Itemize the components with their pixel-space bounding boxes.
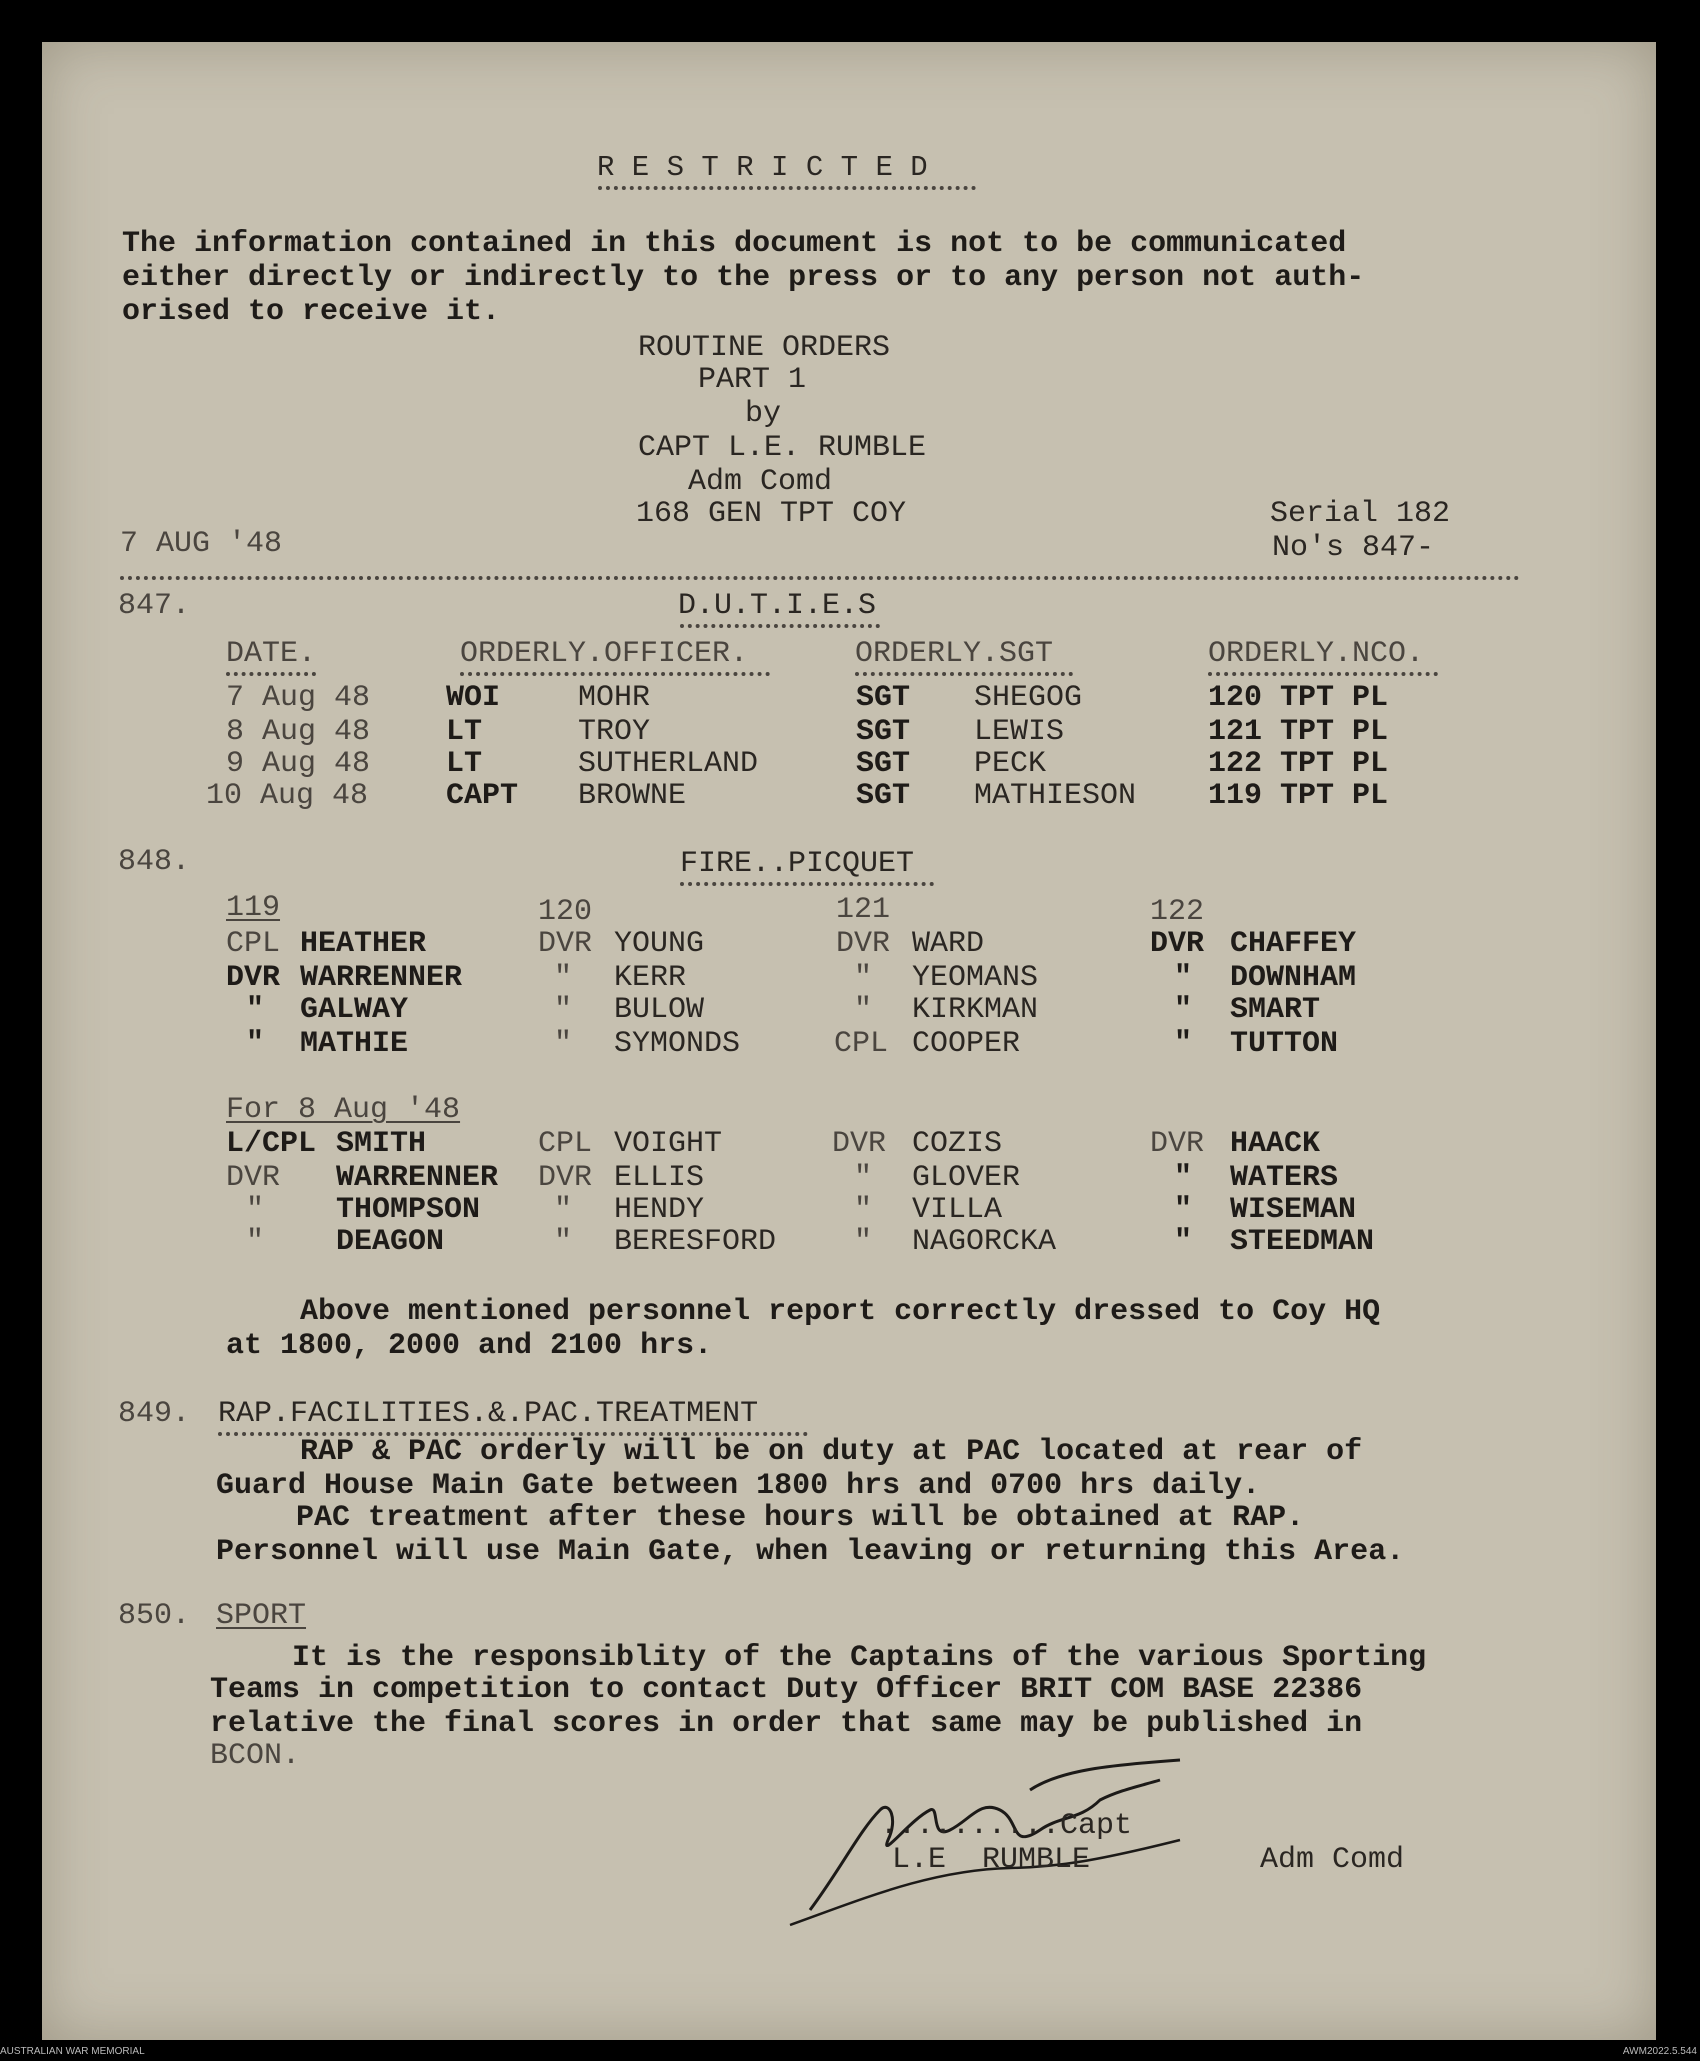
surname: SMITH [336,1127,427,1161]
rank: CPL [834,1027,889,1061]
surname: HEATHER [300,927,427,961]
rank: " [854,961,873,995]
serial-number: Serial 182 [1270,497,1451,531]
officer-rank: CAPT [446,779,519,813]
title-part: PART 1 [698,363,807,397]
nco-platoon: 120 TPT PL [1208,681,1389,715]
title-routine-orders: ROUTINE ORDERS [638,331,891,365]
surname: GALWAY [300,993,409,1027]
duty-date: 7 Aug 48 [226,681,371,715]
order-date: 7 AUG '48 [120,527,283,561]
surname: ELLIS [614,1161,705,1195]
sgt-rank: SGT [856,779,911,813]
dotted-underline [680,624,880,628]
duty-date: 8 Aug 48 [226,715,371,749]
picquet-note-line-1: Above mentioned personnel report correctly dressed to Coy HQ [300,1295,1381,1329]
title-by: by [745,397,782,431]
surname: WARRENNER [300,961,463,995]
dotted-underline [226,672,316,676]
rank: " [554,961,573,995]
rank: " [1174,993,1193,1027]
rap-line-2: Guard House Main Gate between 1800 hrs and 0700 hrs daily. [216,1469,1261,1503]
sgt-rank: SGT [856,681,911,715]
surname: THOMPSON [336,1193,481,1227]
signature-stroke [1030,1760,1180,1790]
surname: BERESFORD [614,1225,777,1259]
officer-rank: LT [446,747,483,781]
rank: " [246,993,265,1027]
sgt-name: SHEGOG [974,681,1083,715]
picquet-group-119: 119 [226,891,281,925]
rank: " [1174,1161,1193,1195]
surname: NAGORCKA [912,1225,1057,1259]
rank: " [554,1027,573,1061]
rank: DVR [538,1161,593,1195]
surname: COZIS [912,1127,1003,1161]
picquet-second-date: For 8 Aug '48 [226,1093,461,1127]
nco-platoon: 122 TPT PL [1208,747,1389,781]
dotted-underline [1208,672,1438,676]
picquet-group-121: 121 [836,893,891,927]
surname: DOWNHAM [1230,961,1357,995]
surname: WISEMAN [1230,1193,1357,1227]
notice-line-3: orised to receive it. [122,295,501,329]
officer-rank: LT [446,715,483,749]
item-number-849: 849. [118,1397,191,1431]
officer-name: BROWNE [578,779,687,813]
item-number-848: 848. [118,845,191,879]
duties-col-nco: ORDERLY.NCO. [1208,637,1425,671]
duty-date: 10 Aug 48 [206,779,369,813]
rank: " [554,993,573,1027]
nco-platoon: 121 TPT PL [1208,715,1389,749]
rank: " [1174,1027,1193,1061]
rank: " [554,1225,573,1259]
sport-line-1: It is the responsiblity of the Captains of the various Sporting [292,1641,1427,1675]
rap-heading: RAP.FACILITIES.&.PAC.TREATMENT [218,1397,759,1431]
surname: WATERS [1230,1161,1339,1195]
dotted-underline [680,882,934,886]
sport-line-2: Teams in competition to contact Duty Officer BRIT COM BASE 22386 [210,1673,1363,1707]
item-number-847: 847. [118,589,191,623]
surname: GLOVER [912,1161,1021,1195]
officer-name: SUTHERLAND [578,747,759,781]
rank: DVR [226,961,281,995]
signature-appointment: Adm Comd [1260,1843,1405,1877]
rank: " [854,1225,873,1259]
surname: HENDY [614,1193,705,1227]
picquet-note-line-2: at 1800, 2000 and 2100 hrs. [226,1329,713,1363]
surname: TUTTON [1230,1027,1339,1061]
sgt-name: PECK [974,747,1047,781]
duties-heading: D.U.T.I.E.S [678,589,877,623]
dotted-underline [598,186,976,190]
duties-col-sgt: ORDERLY.SGT [855,637,1054,671]
surname: WARRENNER [336,1161,499,1195]
surname: CHAFFEY [1230,927,1357,961]
rank: " [246,1193,265,1227]
sgt-rank: SGT [856,715,911,749]
dotted-underline [460,672,770,676]
surname: SMART [1230,993,1321,1027]
duties-col-date: DATE. [226,637,317,671]
picquet-heading: FIRE..PICQUET [680,847,915,881]
rank: " [854,1161,873,1195]
section-divider [120,576,1520,580]
officer-name: MOHR [578,681,651,715]
duties-col-officer: ORDERLY.OFFICER. [460,637,749,671]
picquet-group-122: 122 [1150,895,1205,929]
order-numbers: No's 847- [1272,531,1435,565]
title-author: CAPT L.E. RUMBLE [638,431,927,465]
surname: YOUNG [614,927,705,961]
sgt-name: LEWIS [974,715,1065,749]
title-appointment: Adm Comd [688,465,833,499]
surname: KERR [614,961,687,995]
rank: L/CPL [226,1127,317,1161]
sport-heading: SPORT [216,1599,307,1633]
surname: VILLA [912,1193,1003,1227]
sport-line-4: BCON. [210,1739,301,1773]
rank: " [246,1225,265,1259]
sgt-name: MATHIESON [974,779,1137,813]
rank: " [1174,1193,1193,1227]
surname: KIRKMAN [912,993,1039,1027]
officer-name: TROY [578,715,651,749]
duty-date: 9 Aug 48 [226,747,371,781]
surname: DEAGON [336,1225,445,1259]
surname: YEOMANS [912,961,1039,995]
rank: " [854,1193,873,1227]
surname: STEEDMAN [1230,1225,1375,1259]
surname: HAACK [1230,1127,1321,1161]
surname: MATHIE [300,1027,409,1061]
rank: DVR [538,927,593,961]
rank: " [246,1027,265,1061]
rank: " [1174,1225,1193,1259]
dotted-underline [855,672,1073,676]
footer-archive-id: AWM2022.5.544 [1622,2046,1697,2057]
nco-platoon: 119 TPT PL [1208,779,1389,813]
rank: DVR [836,927,891,961]
rank: DVR [832,1127,887,1161]
officer-rank: WOI [446,681,501,715]
rap-line-1: RAP & PAC orderly will be on duty at PAC located at rear of [300,1435,1363,1469]
rank: DVR [1150,927,1205,961]
item-number-850: 850. [118,1599,191,1633]
surname: COOPER [912,1027,1021,1061]
signature-name: L.E RUMBLE [892,1843,1091,1877]
sgt-rank: SGT [856,747,911,781]
rank: CPL [226,927,281,961]
rap-line-3: PAC treatment after these hours will be obtained at RAP. [296,1501,1305,1535]
rank: CPL [538,1127,593,1161]
signature-rank-line: ..........Capt [880,1809,1133,1843]
notice-line-2: either directly or indirectly to the press or to any person not auth- [122,261,1365,295]
surname: BULOW [614,993,705,1027]
picquet-group-120: 120 [538,895,593,929]
title-unit: 168 GEN TPT COY [636,497,907,531]
classification-heading: R E S T R I C T E D [597,151,928,184]
rank: " [554,1193,573,1227]
notice-line-1: The information contained in this document is not to be communicated [122,227,1347,261]
footer-archive-name: AUSTRALIAN WAR MEMORIAL [0,2046,145,2057]
surname: WARD [912,927,985,961]
rank: " [1174,961,1193,995]
rank: DVR [1150,1127,1205,1161]
rap-line-4: Personnel will use Main Gate, when leaving or returning this Area. [216,1535,1405,1569]
surname: SYMONDS [614,1027,741,1061]
surname: VOIGHT [614,1127,723,1161]
sport-line-3: relative the final scores in order that same may be published in [210,1707,1363,1741]
rank: DVR [226,1161,281,1195]
rank: " [854,993,873,1027]
